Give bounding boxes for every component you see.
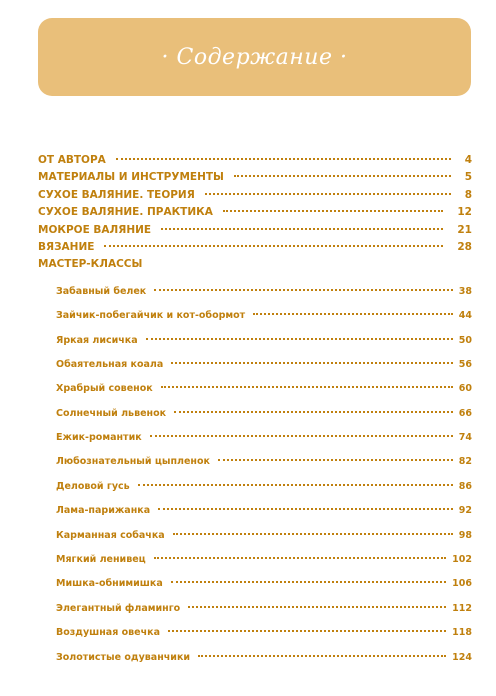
toc-entry-title: Лама-парижанка bbox=[56, 505, 151, 517]
toc-entry-title: Воздушная овечка bbox=[56, 627, 160, 639]
toc-entry[interactable] bbox=[38, 524, 472, 548]
toc-entry-title: МАСТЕР-КЛАССЫ bbox=[38, 258, 143, 271]
toc-entry-page-number: 112 bbox=[452, 602, 472, 614]
toc-entry[interactable] bbox=[38, 621, 472, 645]
toc-entry-title: МАТЕРИАЛЫ И ИНСТРУМЕНТЫ bbox=[38, 171, 224, 184]
dot-leader bbox=[150, 435, 453, 437]
toc-entry[interactable] bbox=[38, 329, 472, 353]
contents-header-banner bbox=[38, 18, 471, 96]
toc-main-list bbox=[38, 152, 472, 274]
toc-entry-page-number: 60 bbox=[458, 383, 472, 395]
dot-leader bbox=[253, 313, 453, 315]
dot-leader bbox=[218, 459, 453, 461]
toc-entry-title: Любознательный цыпленок bbox=[56, 456, 210, 468]
toc-entry[interactable] bbox=[38, 499, 472, 523]
dot-leader bbox=[205, 193, 451, 195]
toc-entry-title: Мишка-обнимишка bbox=[56, 578, 163, 590]
dot-leader bbox=[188, 606, 446, 608]
toc-entry-page-number: 66 bbox=[458, 407, 472, 419]
toc-entry[interactable] bbox=[38, 169, 472, 186]
dot-leader bbox=[161, 228, 443, 230]
toc-entry[interactable] bbox=[38, 450, 472, 474]
dot-leader bbox=[168, 630, 446, 632]
toc-entry-title: Мягкий ленивец bbox=[56, 554, 146, 566]
toc-entry-title: СУХОЕ ВАЛЯНИЕ. ТЕОРИЯ bbox=[38, 188, 195, 201]
toc-entry-title: Обаятельная коала bbox=[56, 358, 164, 370]
toc-entry[interactable] bbox=[38, 187, 472, 204]
dot-leader bbox=[154, 557, 446, 559]
toc-entry-page-number: 86 bbox=[458, 480, 472, 492]
dot-leader bbox=[104, 245, 443, 247]
toc-entry-title: Храбрый совенок bbox=[56, 383, 153, 395]
toc-entry-title: Деловой гусь bbox=[56, 480, 130, 492]
toc-entry-title: Элегантный фламинго bbox=[56, 602, 181, 614]
toc-entry[interactable] bbox=[38, 280, 472, 304]
toc-entry-title: Солнечный львенок bbox=[56, 407, 167, 419]
toc-entry-page-number: 21 bbox=[457, 223, 472, 236]
toc-entry-page-number: 8 bbox=[464, 188, 472, 201]
toc-entry-page-number: 28 bbox=[457, 240, 472, 253]
dot-leader bbox=[158, 508, 453, 510]
toc-entry-title: Золотистые одуванчики bbox=[56, 651, 191, 663]
toc-entry-page-number: 74 bbox=[458, 432, 472, 444]
toc-entry[interactable] bbox=[38, 475, 472, 499]
toc-entry[interactable] bbox=[38, 548, 472, 572]
toc-entry-page-number: 92 bbox=[458, 505, 472, 517]
toc-entry[interactable] bbox=[38, 377, 472, 401]
toc-entry-title: Яркая лисичка bbox=[56, 334, 138, 346]
dot-leader bbox=[174, 411, 453, 413]
toc-entry-title: Карманная собачка bbox=[56, 529, 165, 541]
toc-entry[interactable] bbox=[38, 353, 472, 377]
dot-leader bbox=[154, 289, 453, 291]
toc-entry[interactable] bbox=[38, 402, 472, 426]
toc-entry[interactable] bbox=[38, 222, 472, 239]
dot-leader bbox=[198, 655, 446, 657]
toc-entry[interactable] bbox=[38, 239, 472, 256]
toc-sub-list bbox=[38, 280, 472, 670]
toc-entry[interactable] bbox=[38, 646, 472, 670]
toc-entry-page-number: 50 bbox=[458, 334, 472, 346]
dot-leader bbox=[146, 338, 453, 340]
toc-entry-page-number: 106 bbox=[452, 578, 472, 590]
dot-leader bbox=[234, 175, 451, 177]
toc-entry-title: Забавный белек bbox=[56, 285, 147, 297]
page-title: · Содержание · bbox=[161, 44, 348, 70]
toc-entry-page-number: 82 bbox=[458, 456, 472, 468]
toc-entry[interactable] bbox=[38, 152, 472, 169]
toc-entry-title: СУХОЕ ВАЛЯНИЕ. ПРАКТИКА bbox=[38, 206, 213, 219]
toc-entry-title: Зайчик-побегайчик и кот-обормот bbox=[56, 310, 246, 322]
toc-entry[interactable] bbox=[38, 256, 472, 273]
toc-entry-title: МОКРОЕ ВАЛЯНИЕ bbox=[38, 223, 152, 236]
toc-entry-title: Ежик-романтик bbox=[56, 432, 142, 444]
toc-entry[interactable] bbox=[38, 204, 472, 221]
toc-entry-page-number: 38 bbox=[458, 285, 472, 297]
toc-entry-page-number: 56 bbox=[458, 358, 472, 370]
toc-entry-title: ВЯЗАНИЕ bbox=[38, 240, 95, 253]
toc-entry-page-number: 124 bbox=[452, 651, 472, 663]
dot-leader bbox=[173, 533, 453, 535]
dot-leader bbox=[171, 581, 446, 583]
table-of-contents bbox=[38, 152, 472, 670]
toc-entry-page-number: 12 bbox=[457, 206, 472, 219]
toc-entry-page-number: 102 bbox=[452, 554, 472, 566]
toc-entry[interactable] bbox=[38, 304, 472, 328]
toc-entry-page-number: 4 bbox=[464, 154, 472, 166]
dot-leader bbox=[171, 362, 452, 364]
toc-entry-page-number: 118 bbox=[452, 627, 472, 639]
toc-entry-title: ОТ АВТОРА bbox=[38, 154, 106, 166]
toc-entry[interactable] bbox=[38, 572, 472, 596]
toc-entry[interactable] bbox=[38, 597, 472, 621]
dot-leader bbox=[161, 386, 453, 388]
dot-leader bbox=[116, 158, 451, 160]
toc-entry-page-number: 98 bbox=[458, 529, 472, 541]
toc-entry[interactable] bbox=[38, 426, 472, 450]
dot-leader bbox=[223, 210, 444, 212]
toc-entry-page-number: 5 bbox=[464, 171, 472, 184]
toc-entry-page-number: 44 bbox=[458, 310, 472, 322]
dot-leader bbox=[138, 484, 453, 486]
